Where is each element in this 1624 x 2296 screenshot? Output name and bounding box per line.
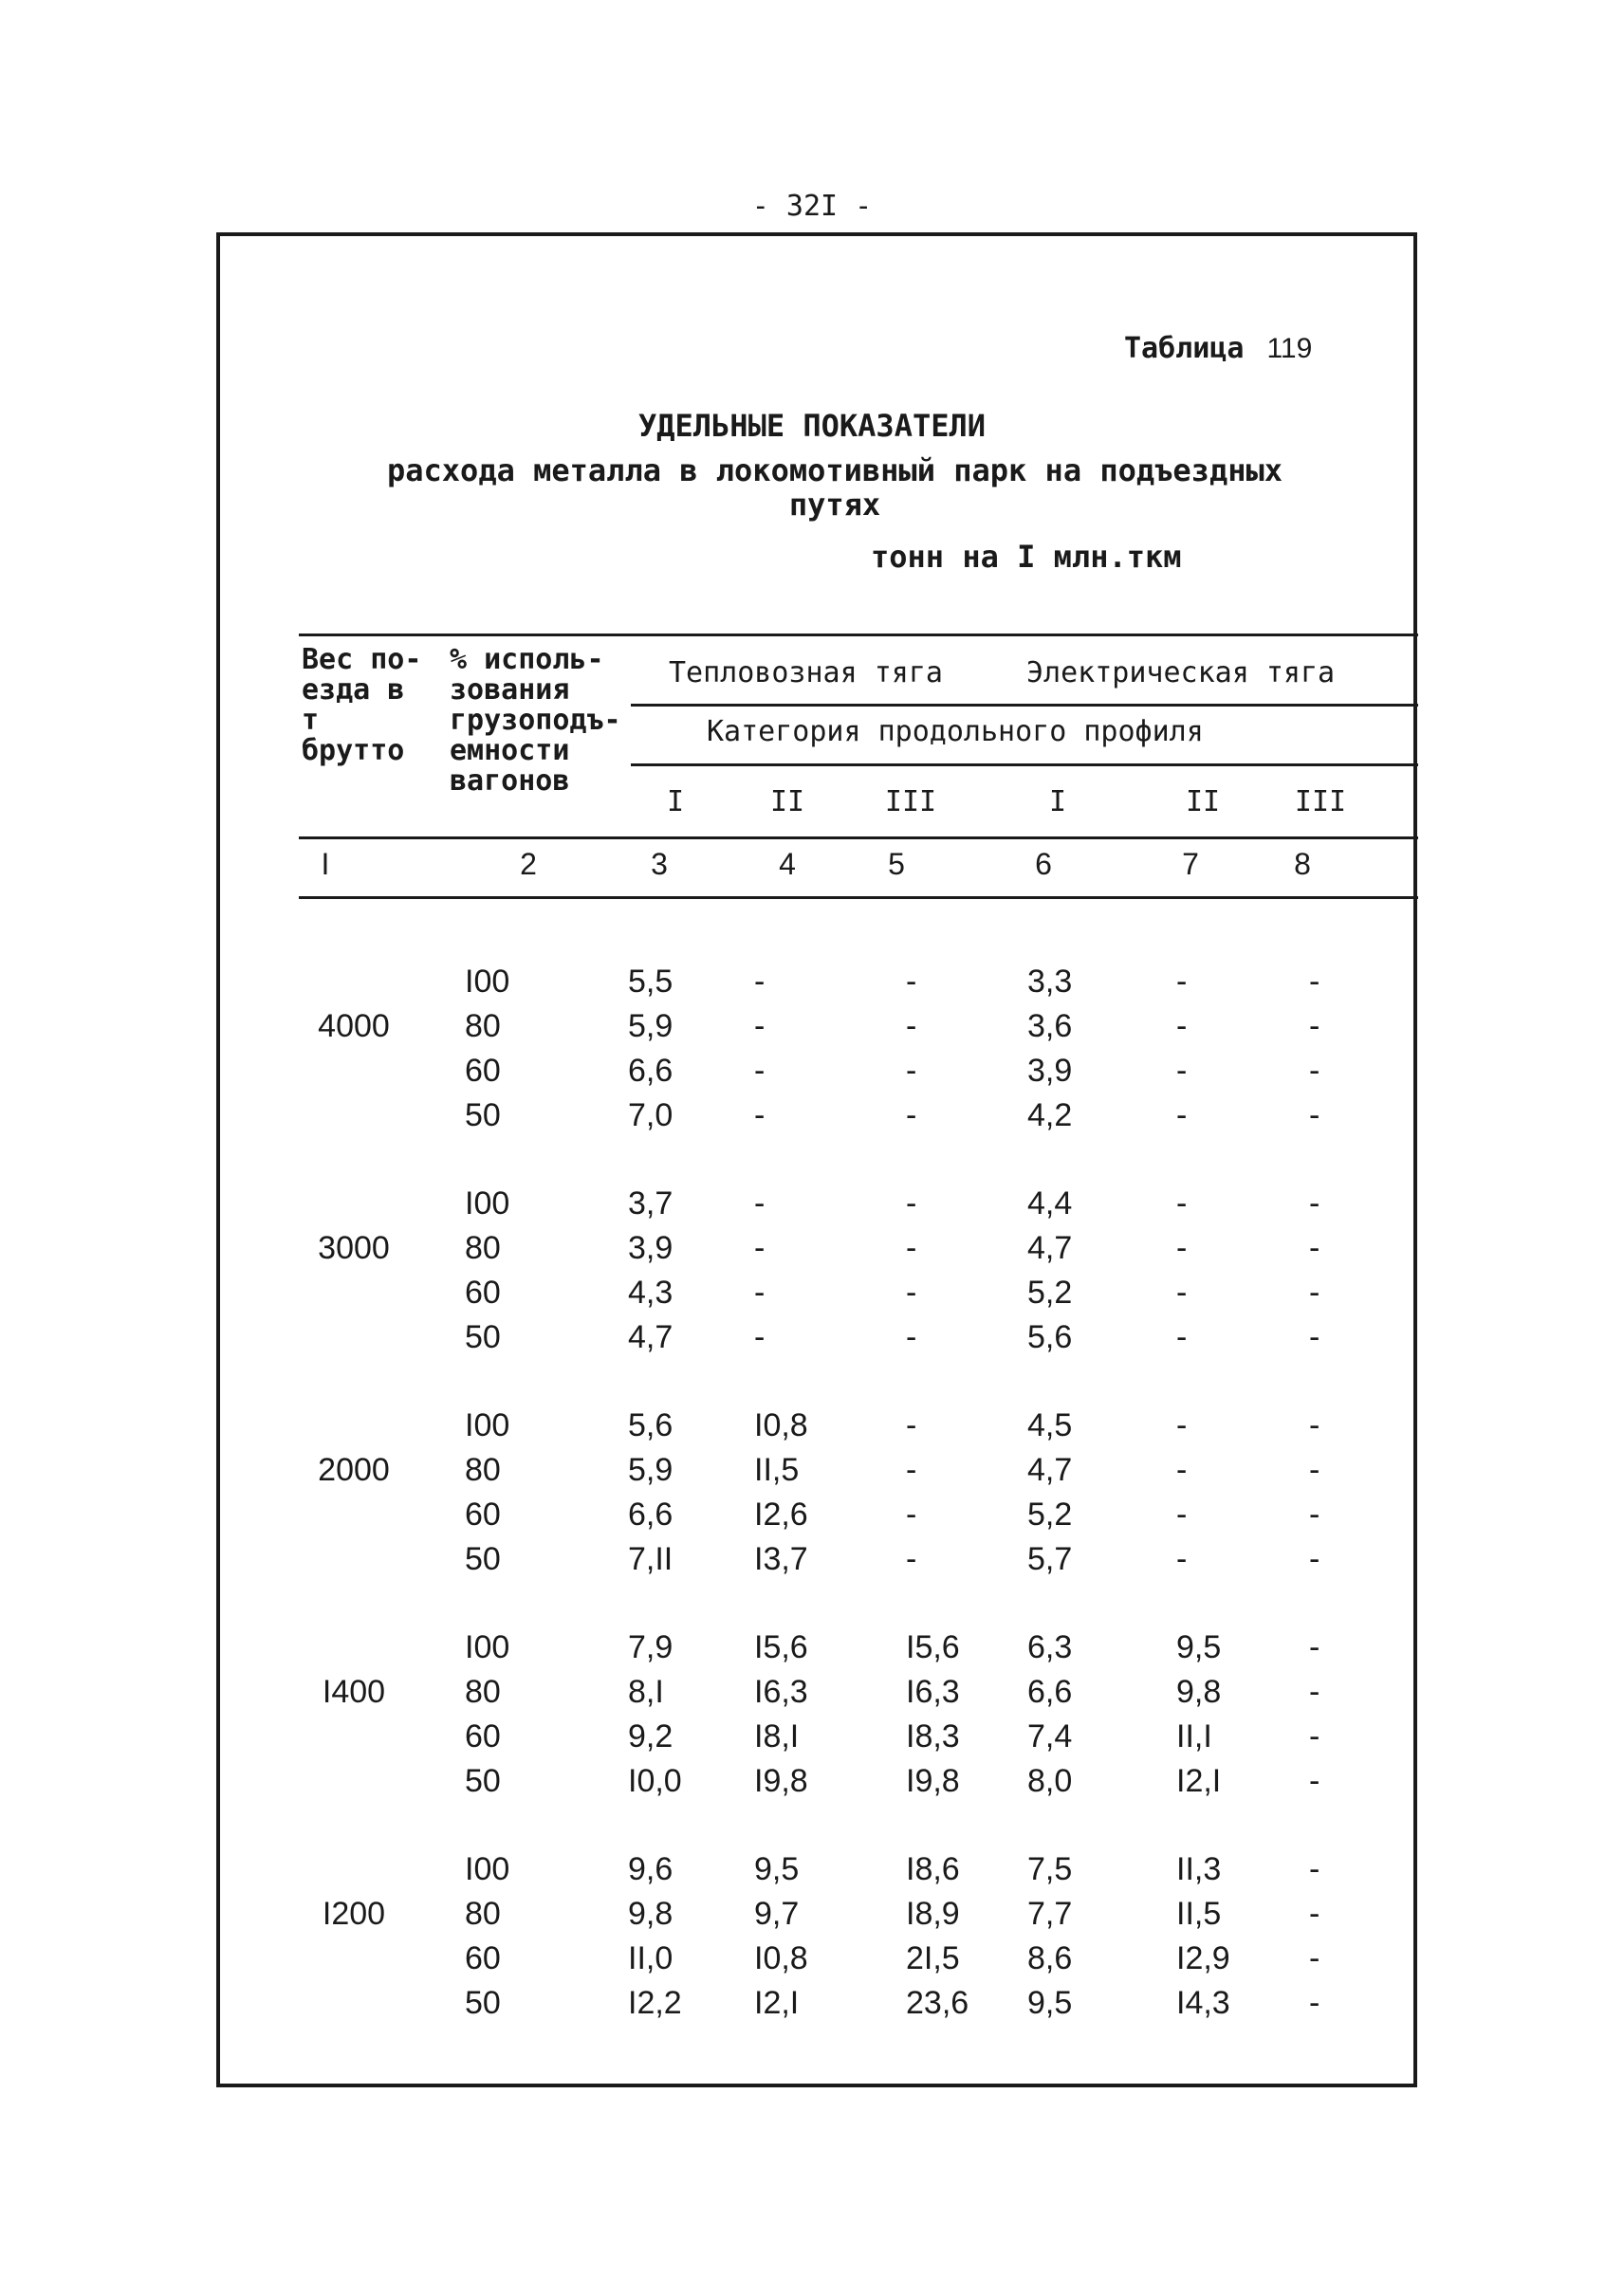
header-electric-traction: Электрическая тяга [1026, 656, 1336, 689]
electric-1-cell: 3,9 [1027, 1053, 1073, 1089]
electric-3-cell: - [1309, 1497, 1320, 1533]
header-capacity-usage: % исполь- зования грузоподъ- емности вагонов [450, 643, 621, 798]
units-label: тонн на I млн.ткм [871, 539, 1182, 575]
electric-3-cell: - [1309, 1230, 1320, 1266]
electric-1-cell: 4,7 [1027, 1452, 1073, 1488]
electric-1-cell: 4,4 [1027, 1185, 1073, 1221]
capacity-cell: 60 [465, 1053, 501, 1089]
diesel-1-cell: 7,II [628, 1541, 674, 1577]
electric-1-cell: 8,6 [1027, 1940, 1073, 1976]
diesel-3-cell: - [906, 1097, 917, 1133]
diesel-2-cell: - [754, 1008, 766, 1044]
capacity-cell: 50 [465, 1097, 501, 1133]
diesel-2-cell: I2,I [754, 1985, 800, 2021]
diesel-2-cell: I8,I [754, 1718, 800, 1754]
diesel-2-cell: 9,7 [754, 1896, 800, 1932]
electric-2-cell: - [1176, 1230, 1188, 1266]
electric-2-cell: I2,I [1176, 1763, 1222, 1799]
capacity-cell: I00 [465, 1851, 510, 1887]
diesel-2-cell: I9,8 [754, 1763, 808, 1799]
diesel-3-cell: I8,9 [906, 1896, 960, 1932]
capacity-cell: I00 [465, 1407, 510, 1443]
subtitle-line-1: расхода металла в локомотивный парк на подъездных [386, 452, 1283, 488]
column-number-3: 3 [651, 847, 668, 881]
category-diesel-1: I [666, 785, 685, 818]
electric-2-cell: - [1176, 1497, 1188, 1533]
diesel-3-cell: 2I,5 [906, 1940, 960, 1976]
category-electric-2: II [1185, 785, 1221, 818]
electric-3-cell: - [1309, 1097, 1320, 1133]
diesel-3-cell: I6,3 [906, 1674, 960, 1710]
diesel-1-cell: 4,7 [628, 1319, 674, 1355]
diesel-1-cell: 9,8 [628, 1896, 674, 1932]
electric-2-cell: - [1176, 1097, 1188, 1133]
diesel-3-cell: - [906, 1452, 917, 1488]
diesel-1-cell: II,0 [628, 1940, 674, 1976]
electric-3-cell: - [1309, 1763, 1320, 1799]
diesel-2-cell: I6,3 [754, 1674, 808, 1710]
diesel-3-cell: I8,3 [906, 1718, 960, 1754]
electric-3-cell: - [1309, 1541, 1320, 1577]
electric-2-cell: II,3 [1176, 1851, 1222, 1887]
diesel-1-cell: 5,5 [628, 964, 674, 1000]
diesel-2-cell: I3,7 [754, 1541, 808, 1577]
column-number-1: I [321, 847, 330, 881]
header-rule-traction [631, 704, 1418, 707]
category-diesel-2: II [769, 785, 805, 818]
electric-3-cell: - [1309, 1896, 1320, 1932]
capacity-cell: 50 [465, 1985, 501, 2021]
electric-1-cell: 8,0 [1027, 1763, 1073, 1799]
diesel-3-cell: - [906, 1008, 917, 1044]
diesel-3-cell: I8,6 [906, 1851, 960, 1887]
train-weight-cell: 4000 [318, 1008, 390, 1044]
diesel-2-cell: - [754, 1185, 766, 1221]
capacity-cell: 60 [465, 1940, 501, 1976]
table-subtitle [360, 453, 1309, 522]
electric-2-cell: - [1176, 1407, 1188, 1443]
header-rule-profile [631, 763, 1418, 766]
electric-1-cell: 4,7 [1027, 1230, 1073, 1266]
table-label-text: Таблица [1124, 332, 1245, 365]
diesel-3-cell: I5,6 [906, 1629, 960, 1665]
electric-2-cell: I2,9 [1176, 1940, 1230, 1976]
electric-3-cell: - [1309, 1851, 1320, 1887]
electric-3-cell: - [1309, 1185, 1320, 1221]
diesel-3-cell: I9,8 [906, 1763, 960, 1799]
subtitle-line-2: путях [788, 487, 881, 523]
category-electric-1: I [1048, 785, 1067, 818]
diesel-1-cell: 5,9 [628, 1008, 674, 1044]
diesel-1-cell: 7,0 [628, 1097, 674, 1133]
diesel-3-cell: - [906, 1185, 917, 1221]
electric-2-cell: - [1176, 1541, 1188, 1577]
header-train-weight: Вес по- езда в т брутто [302, 643, 422, 767]
diesel-1-cell: 3,9 [628, 1230, 674, 1266]
electric-3-cell: - [1309, 1053, 1320, 1089]
diesel-3-cell: - [906, 1497, 917, 1533]
capacity-cell: I00 [465, 1629, 510, 1665]
capacity-cell: 80 [465, 1452, 501, 1488]
capacity-cell: 60 [465, 1275, 501, 1311]
capacity-cell: 50 [465, 1763, 501, 1799]
header-top-rule [299, 634, 1418, 636]
diesel-2-cell: I2,6 [754, 1497, 808, 1533]
electric-1-cell: 4,5 [1027, 1407, 1073, 1443]
electric-1-cell: 6,3 [1027, 1629, 1073, 1665]
column-number-4: 4 [779, 847, 796, 881]
diesel-3-cell: - [906, 1541, 917, 1577]
column-number-2: 2 [520, 847, 537, 881]
capacity-cell: 80 [465, 1230, 501, 1266]
electric-2-cell: - [1176, 1008, 1188, 1044]
column-number-8: 8 [1294, 847, 1311, 881]
category-electric-3: III [1294, 785, 1347, 818]
electric-3-cell: - [1309, 1407, 1320, 1443]
electric-3-cell: - [1309, 1718, 1320, 1754]
diesel-1-cell: 5,6 [628, 1407, 674, 1443]
electric-3-cell: - [1309, 1674, 1320, 1710]
electric-1-cell: 5,7 [1027, 1541, 1073, 1577]
diesel-2-cell: - [754, 1097, 766, 1133]
header-rule-categories [299, 836, 1418, 839]
electric-2-cell: II,I [1176, 1718, 1212, 1754]
diesel-2-cell: II,5 [754, 1452, 800, 1488]
header-rule-numbers [299, 896, 1418, 899]
electric-3-cell: - [1309, 1275, 1320, 1311]
diesel-3-cell: - [906, 1230, 917, 1266]
diesel-2-cell: - [754, 1053, 766, 1089]
diesel-2-cell: - [754, 1230, 766, 1266]
diesel-3-cell: - [906, 1319, 917, 1355]
diesel-2-cell: I5,6 [754, 1629, 808, 1665]
electric-2-cell: I4,3 [1176, 1985, 1230, 2021]
electric-2-cell: - [1176, 1452, 1188, 1488]
electric-2-cell: - [1176, 1053, 1188, 1089]
column-number-6: 6 [1035, 847, 1052, 881]
electric-2-cell: 9,8 [1176, 1674, 1222, 1710]
capacity-cell: 60 [465, 1718, 501, 1754]
diesel-1-cell: 5,9 [628, 1452, 674, 1488]
diesel-3-cell: - [906, 1275, 917, 1311]
diesel-2-cell: - [754, 1319, 766, 1355]
diesel-3-cell: - [906, 1407, 917, 1443]
column-number-5: 5 [888, 847, 905, 881]
diesel-2-cell: - [754, 1275, 766, 1311]
electric-3-cell: - [1309, 1985, 1320, 2021]
electric-2-cell: 9,5 [1176, 1629, 1222, 1665]
table-label [1124, 332, 1312, 365]
train-weight-cell: 3000 [318, 1230, 390, 1266]
electric-2-cell: II,5 [1176, 1896, 1222, 1932]
train-weight-cell: I200 [322, 1896, 386, 1932]
capacity-cell: 80 [465, 1674, 501, 1710]
electric-3-cell: - [1309, 1629, 1320, 1665]
capacity-cell: 50 [465, 1541, 501, 1577]
diesel-1-cell: 9,6 [628, 1851, 674, 1887]
table-number: 119 [1266, 333, 1313, 364]
header-diesel-traction: Тепловозная тяга [669, 656, 943, 689]
diesel-3-cell: 23,6 [906, 1985, 969, 2021]
diesel-3-cell: - [906, 964, 917, 1000]
diesel-2-cell: - [754, 964, 766, 1000]
electric-3-cell: - [1309, 1008, 1320, 1044]
diesel-1-cell: 6,6 [628, 1497, 674, 1533]
header-profile-category: Категория продольного профиля [707, 715, 1204, 748]
electric-3-cell: - [1309, 964, 1320, 1000]
table-title: УДЕЛЬНЫЕ ПОКАЗАТЕЛИ [637, 408, 987, 444]
diesel-1-cell: 4,3 [628, 1275, 674, 1311]
electric-1-cell: 7,7 [1027, 1896, 1073, 1932]
electric-1-cell: 9,5 [1027, 1985, 1073, 2021]
capacity-cell: 60 [465, 1497, 501, 1533]
diesel-1-cell: 6,6 [628, 1053, 674, 1089]
electric-2-cell: - [1176, 964, 1188, 1000]
electric-3-cell: - [1309, 1452, 1320, 1488]
electric-3-cell: - [1309, 1940, 1320, 1976]
diesel-2-cell: I0,8 [754, 1940, 808, 1976]
diesel-1-cell: I2,2 [628, 1985, 682, 2021]
diesel-3-cell: - [906, 1053, 917, 1089]
electric-2-cell: - [1176, 1185, 1188, 1221]
capacity-cell: 80 [465, 1896, 501, 1932]
train-weight-cell: 2000 [318, 1452, 390, 1488]
page-number: - 32I - [751, 190, 873, 223]
capacity-cell: I00 [465, 1185, 510, 1221]
electric-2-cell: - [1176, 1275, 1188, 1311]
electric-1-cell: 5,2 [1027, 1275, 1073, 1311]
electric-1-cell: 4,2 [1027, 1097, 1073, 1133]
capacity-cell: 80 [465, 1008, 501, 1044]
electric-1-cell: 3,3 [1027, 964, 1073, 1000]
electric-1-cell: 6,6 [1027, 1674, 1073, 1710]
category-diesel-3: III [884, 785, 937, 818]
diesel-2-cell: I0,8 [754, 1407, 808, 1443]
diesel-1-cell: 8,I [628, 1674, 664, 1710]
electric-1-cell: 5,2 [1027, 1497, 1073, 1533]
capacity-cell: I00 [465, 964, 510, 1000]
electric-1-cell: 7,4 [1027, 1718, 1073, 1754]
electric-1-cell: 3,6 [1027, 1008, 1073, 1044]
electric-3-cell: - [1309, 1319, 1320, 1355]
diesel-1-cell: I0,0 [628, 1763, 682, 1799]
diesel-2-cell: 9,5 [754, 1851, 800, 1887]
electric-1-cell: 5,6 [1027, 1319, 1073, 1355]
diesel-1-cell: 9,2 [628, 1718, 674, 1754]
column-number-7: 7 [1182, 847, 1199, 881]
diesel-1-cell: 7,9 [628, 1629, 674, 1665]
capacity-cell: 50 [465, 1319, 501, 1355]
diesel-1-cell: 3,7 [628, 1185, 674, 1221]
train-weight-cell: I400 [322, 1674, 386, 1710]
electric-1-cell: 7,5 [1027, 1851, 1073, 1887]
electric-2-cell: - [1176, 1319, 1188, 1355]
